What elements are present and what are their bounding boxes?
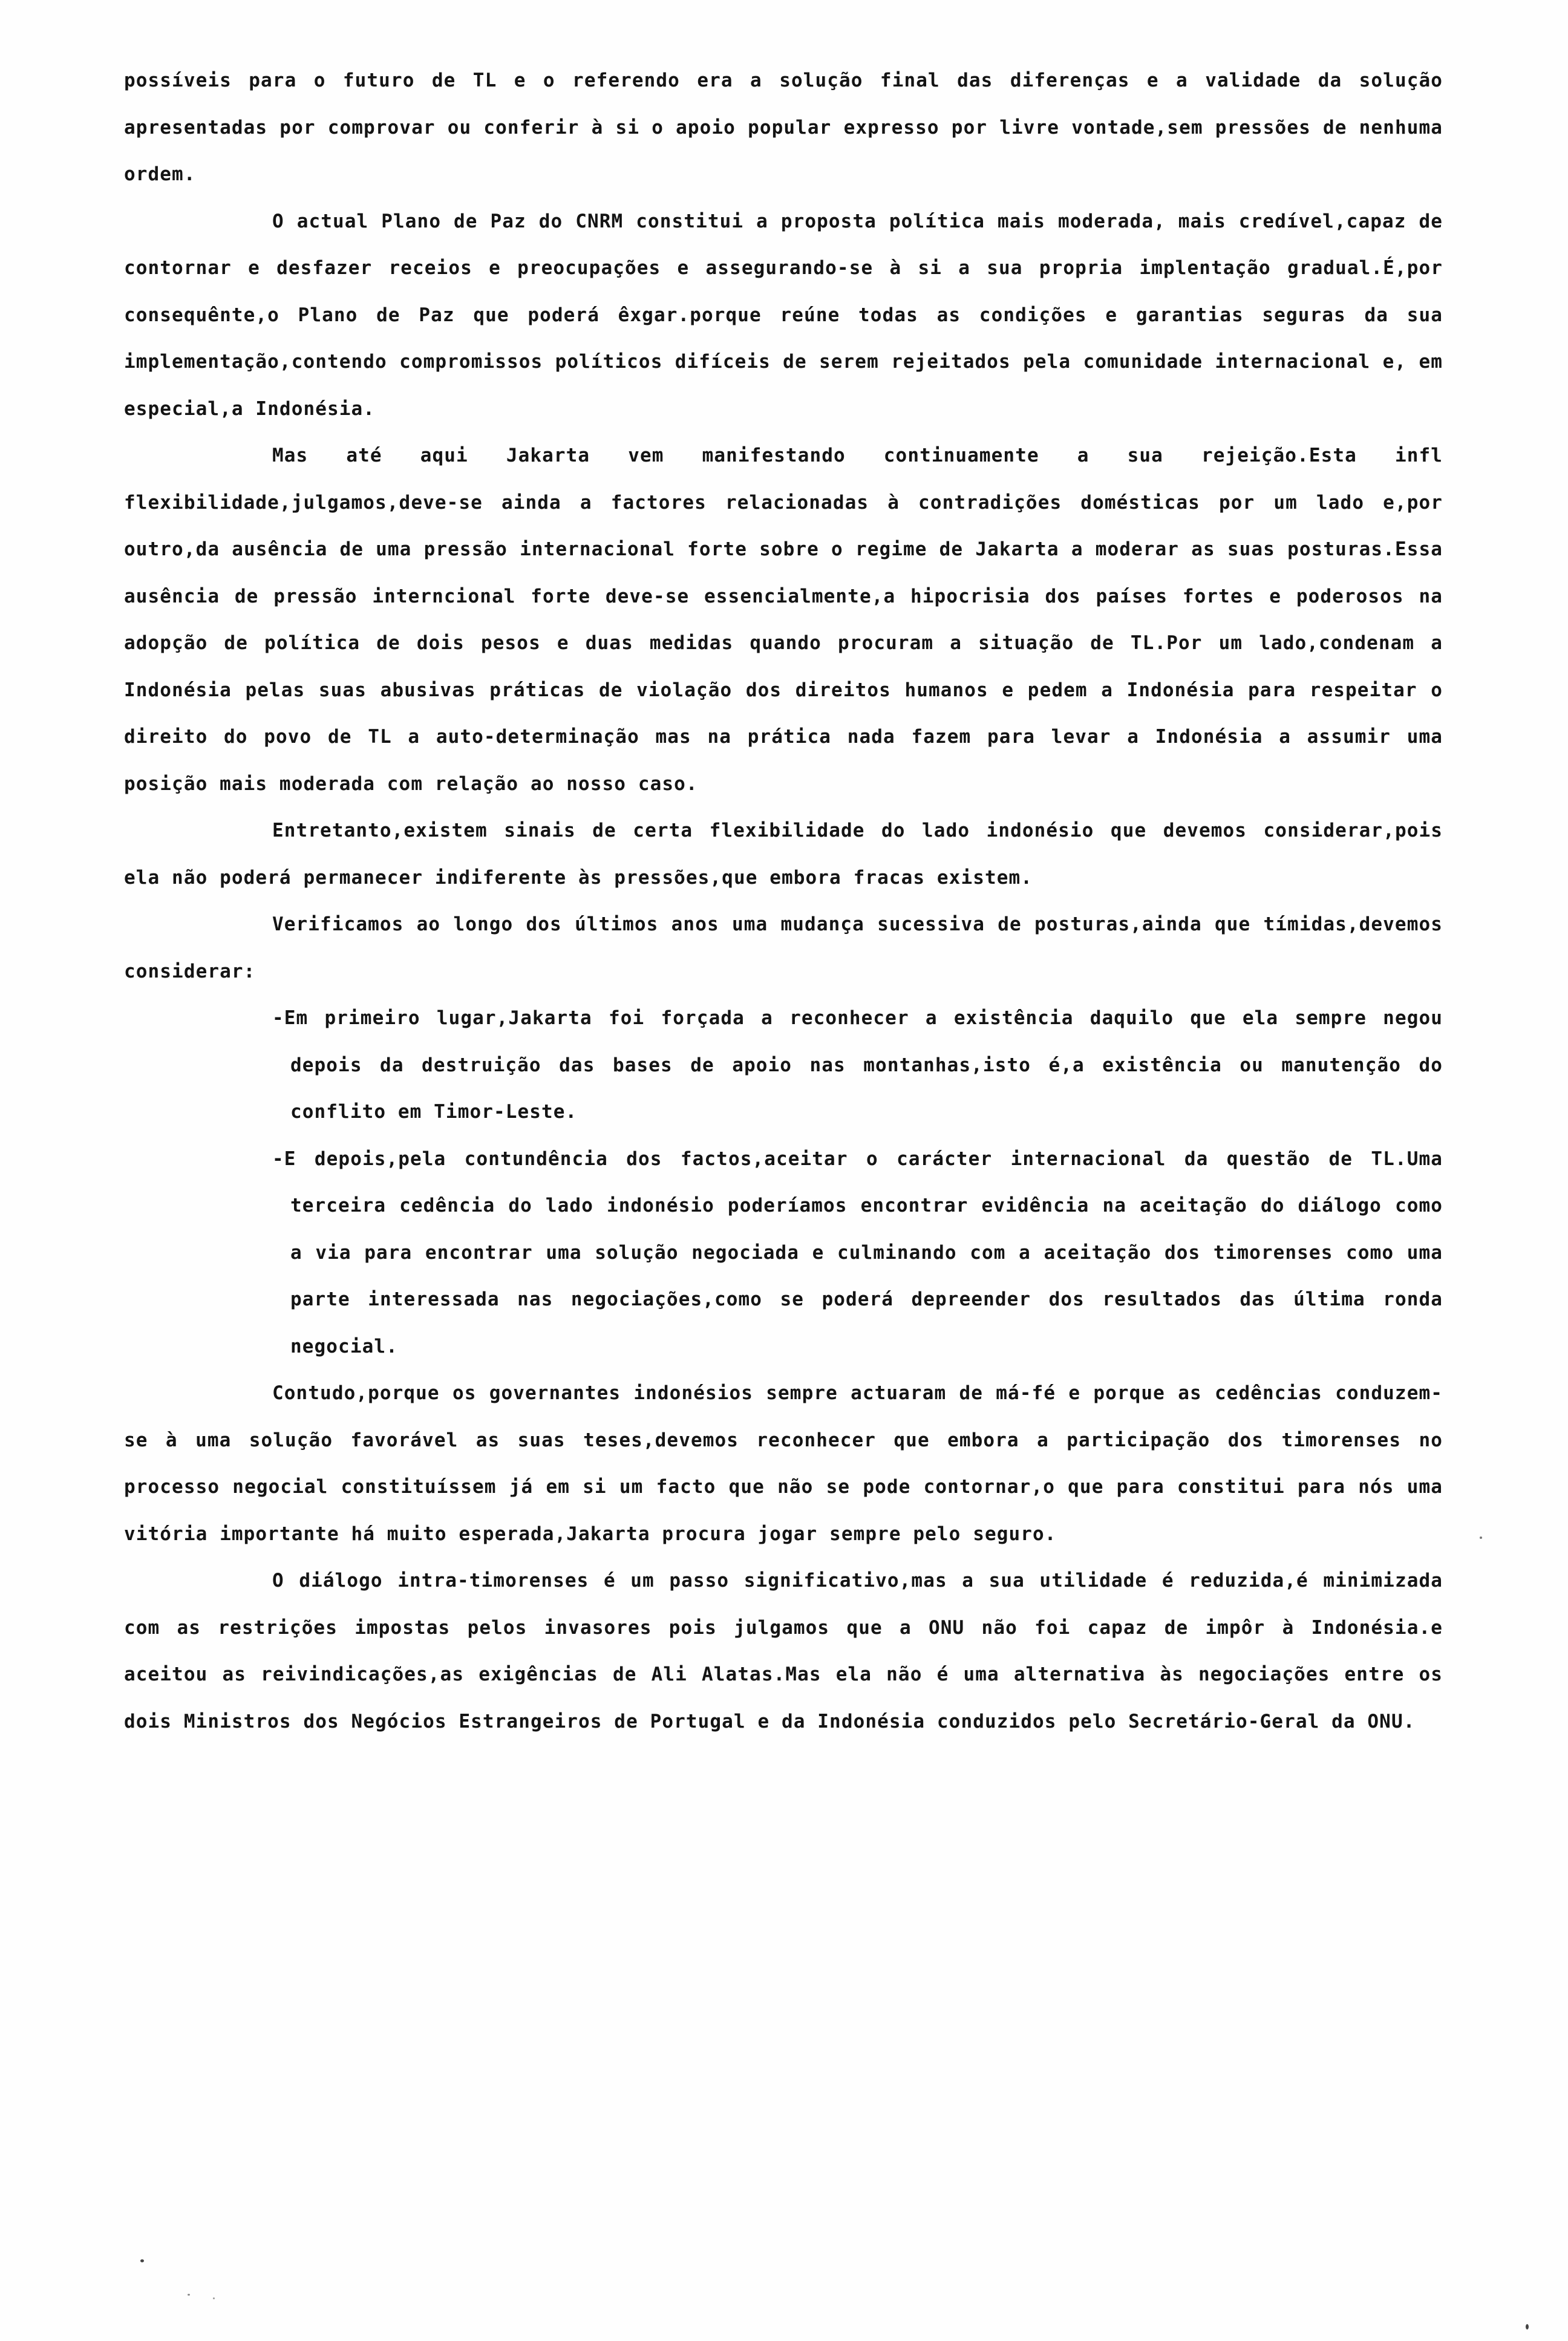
scan-speck xyxy=(1480,1536,1482,1539)
paragraph-continuation: possíveis para o futuro de TL e o referendo era a solução final das diferenças e a validade da solução apresentadas por comprovar ou conferir à si o apoio popular expresso por livre vontade,sem pressões de nenhuma ordem. xyxy=(124,70,1443,185)
paragraph-peace-plan: O actual Plano de Paz do CNRM constitui a proposta política mais moderada, mais credível,capaz de contornar e desfazer receios e preocupações e assegurando-se à si a sua propria implentação gradual.É,por consequênte,o Plano de Paz que poderá êxgar.porque reúne todas as condições e garantias seguras da sua implementação,contendo compromissos políticos difíceis de serem rejeitados pela comunidade internacional e, em especial,a Indonésia. xyxy=(124,210,1443,420)
list-item-first-place: -Em primeiro lugar,Jakarta foi forçada a reconhecer a existência daquilo que ela sempre negou depois da destruição das bases de apoio nas montanhas,isto é,a existência ou manutenção do conflito em Timor-Leste. xyxy=(272,1007,1443,1123)
document-body xyxy=(124,57,1443,1745)
scan-speck xyxy=(213,2297,215,2299)
paragraph-flexibility-signs: Entretanto,existem sinais de certa flexibilidade do lado indonésio que devemos considerar,pois ela não poderá permanecer indiferente às pressões,que embora fracas existem. xyxy=(124,820,1443,889)
list-item-then: -E depois,pela contundência dos factos,aceitar o carácter internacional da questão de TL.Uma terceira cedência do lado indonésio poderíamos encontrar evidência na aceitação do diálogo como a via para encontrar uma solução negociada e culminando com a aceitação dos timorenses como uma parte interessada nas negociações,como se poderá depreender dos resultados das última ronda negocial. xyxy=(272,1148,1443,1357)
paragraph-posture-changes: Verificamos ao longo dos últimos anos uma mudança sucessiva de posturas,ainda que tímidas,devemos considerar: xyxy=(124,913,1443,982)
paragraph-however: Contudo,porque os governantes indonésios sempre actuaram de má-fé e porque as cedências conduzem-se à uma solução favorável as suas teses,devemos reconhecer que embora a participação dos timorenses no processo negocial constituíssem já em si um facto que não se pode contornar,o que para constitui para nós uma vitória importante há muito esperada,Jakarta procura jogar sempre pelo seguro. xyxy=(124,1382,1443,1545)
paragraph-jakarta-rejection: Mas até aqui Jakarta vem manifestando continuamente a sua rejeição.Esta infl flexibilidade,julgamos,deve-se ainda a factores relacionadas à contradições domésticas por um lado e,por outro,da ausência de uma pressão internacional forte sobre o regime de Jakarta a moderar as suas posturas.Essa ausência de pressão interncional forte deve-se essencialmente,a hipocrisia dos países fortes e poderosos na adopção de política de dois pesos e duas medidas quando procuram a situação de TL.Por um lado,condenam a Indonésia pelas suas abusivas práticas de violação dos direitos humanos e pedem a Indonésia para respeitar o direito do povo de TL a auto-determinação mas na prática nada fazem para levar a Indonésia a assumir uma posição mais moderada com relação ao nosso caso. xyxy=(124,445,1443,795)
scan-speck xyxy=(188,2294,190,2296)
paragraph-intra-timorese-dialogue: O diálogo intra-timorenses é um passo significativo,mas a sua utilidade é reduzida,é minimizada com as restrições impostas pelos invasores pois julgamos que a ONU não foi capaz de impôr à Indonésia.e aceitou as reivindicações,as exigências de Ali Alatas.Mas ela não é uma alternativa às negociações entre os dois Ministros dos Negócios Estrangeiros de Portugal e da Indonésia conduzidos pelo Secretário-Geral da ONU. xyxy=(124,1570,1443,1732)
scan-speck xyxy=(140,2259,144,2262)
scan-speck xyxy=(1526,2324,1529,2330)
